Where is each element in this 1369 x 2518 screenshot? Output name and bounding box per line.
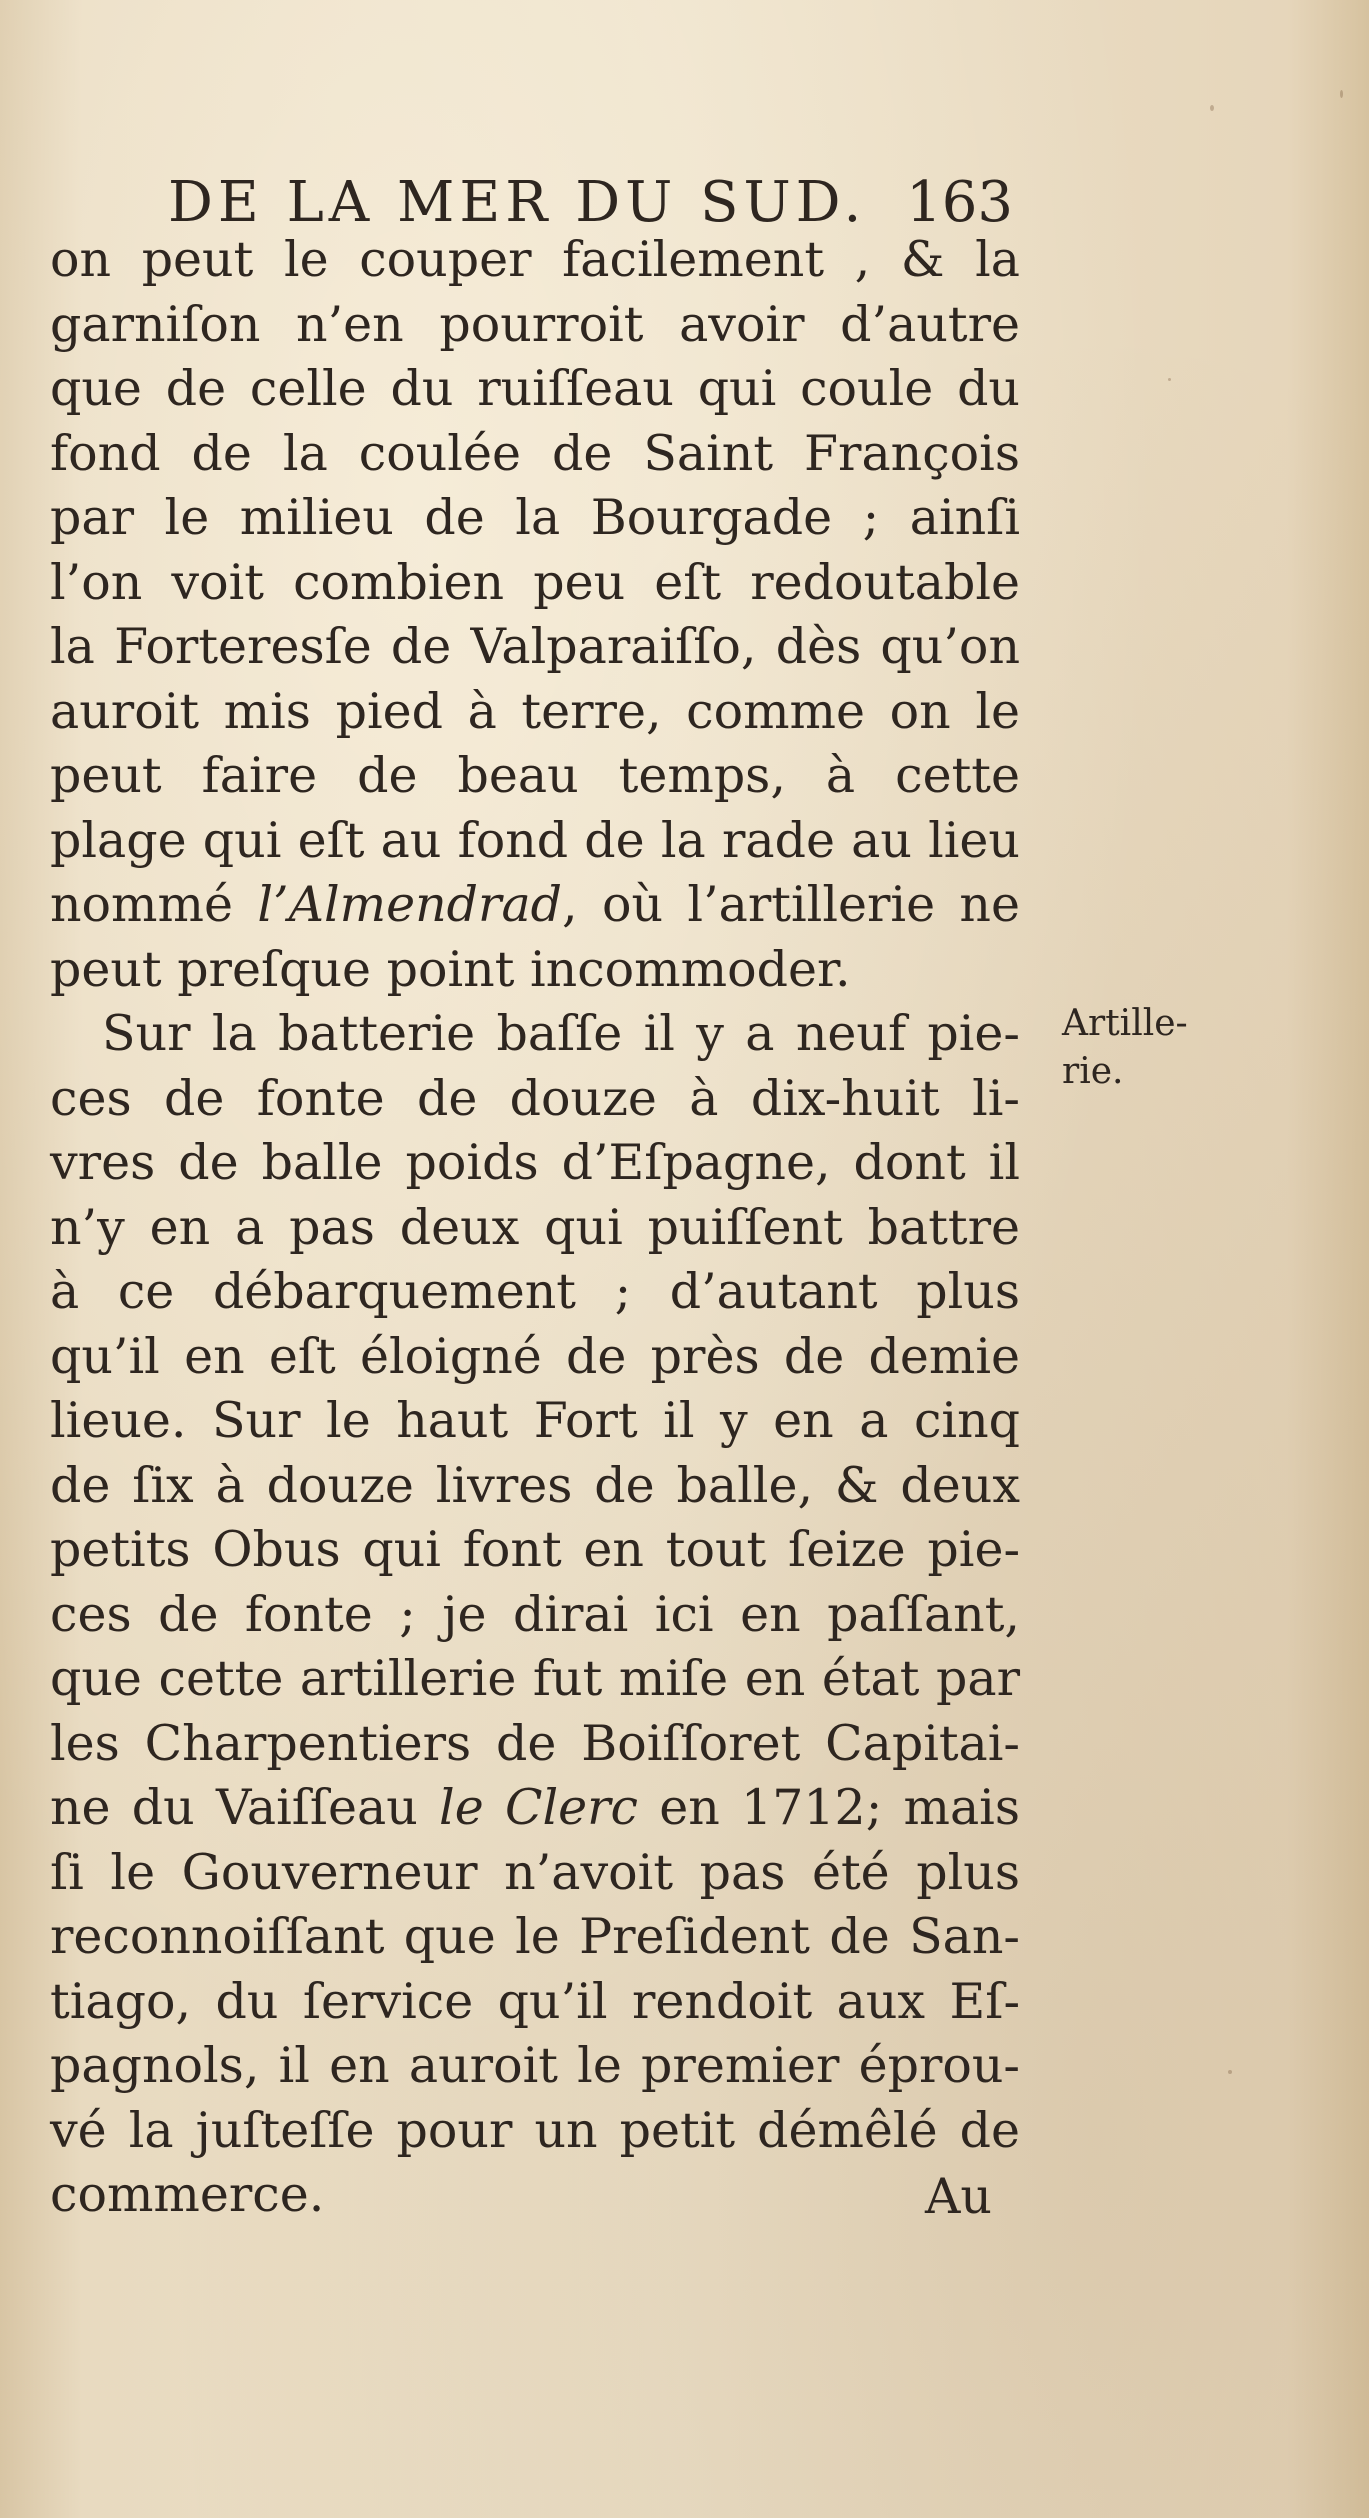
- text-line: n’y en a pas deux qui puiſſent battre: [50, 1198, 1020, 1256]
- text-line: fond de la coulée de Saint François: [50, 424, 1020, 482]
- text-line-with-italic: [50, 873, 1020, 938]
- text-line: la Forteresſe de Valparaiſſo, dès qu’on: [50, 618, 1020, 675]
- paper-speck: [1168, 378, 1171, 381]
- marginal-note-line: Artille-: [1062, 1003, 1188, 1044]
- paper-speck: [1210, 105, 1214, 111]
- paragraph-end-line: peut preſque point incommoder.: [50, 940, 851, 998]
- text-line: petits Obus qui font en tout ſeize pie-: [50, 1521, 1020, 1578]
- text-line: qu’il en eſt éloigné de près de demie: [50, 1327, 1020, 1385]
- marginal-note: [1062, 1000, 1212, 1096]
- text-line: reconnoiſſant que le Preſident de San-: [50, 1908, 1020, 1965]
- text-line: on peut le couper facilement , & la: [50, 231, 1020, 288]
- text-line: pagnols, il en auroit le premier éprou-: [50, 2037, 1020, 2094]
- text-line: garniſon n’en pourroit avoir d’autre: [50, 295, 1020, 353]
- text-segment: ne du Vaiſſeau: [50, 1779, 440, 1836]
- text-line: ces de fonte ; je dirai ici en paſſant,: [50, 1585, 1020, 1643]
- text-line: plage qui eſt au fond de la rade au lieu: [50, 811, 1020, 869]
- text-line: peut faire de beau temps, à cette: [50, 747, 1020, 804]
- text-line: lieue. Sur le haut Fort il y en a cinq: [50, 1392, 1020, 1449]
- text-segment: en 1712; mais: [637, 1779, 1020, 1836]
- text-line: auroit mis pied à terre, comme on le: [50, 682, 1020, 740]
- running-head: DE LA MER DU SUD.: [168, 170, 867, 235]
- text-line: ces de fonte de douze à dix-huit li-: [50, 1069, 1020, 1127]
- text-line: les Charpentiers de Boiſſoret Capitai-: [50, 1714, 1020, 1772]
- paragraph-end-line: commerce.: [50, 2166, 325, 2223]
- text-line: à ce débarquement ; d’autant plus: [50, 1263, 1020, 1320]
- catchword: Au: [925, 2168, 992, 2225]
- body-text: [50, 228, 1020, 2228]
- text-line: de ſix à douze livres de balle, & deux: [50, 1456, 1020, 1514]
- italic-place-name: l’Almendrad: [257, 876, 563, 933]
- text-line: ſi le Gouverneur n’avoit pas été plus: [50, 1843, 1020, 1901]
- text-line: que de celle du ruiſſeau qui coule du: [50, 360, 1020, 417]
- paper-speck: [1228, 2070, 1232, 2074]
- text-line: que cette artillerie fut miſe en état par: [50, 1650, 1020, 1707]
- paper-speck: [1340, 90, 1343, 98]
- text-segment: , où l’artillerie ne: [562, 876, 1020, 933]
- text-line: par le milieu de la Bourgade ; ainſi: [50, 489, 1020, 546]
- text-line: tiago, du ſervice qu’il rendoit aux Eſ-: [50, 1972, 1020, 2030]
- text-line: l’on voit combien peu eſt redoutable: [50, 553, 1020, 611]
- text-line-with-italic: [50, 1776, 1020, 1841]
- text-line: vé la juſteſſe pour un petit démêlé de: [50, 2101, 1020, 2159]
- text-line: vres de balle poids d’Eſpagne, dont il: [50, 1134, 1020, 1191]
- paragraph-start-line: Sur la batterie baſſe il y a neuf pie-: [102, 1005, 1020, 1062]
- italic-ship-name: le Clerc: [439, 1779, 638, 1836]
- page-number: 163: [906, 170, 1013, 235]
- marginal-note-line: rie.: [1062, 1051, 1124, 1092]
- text-segment: nommé: [50, 876, 258, 933]
